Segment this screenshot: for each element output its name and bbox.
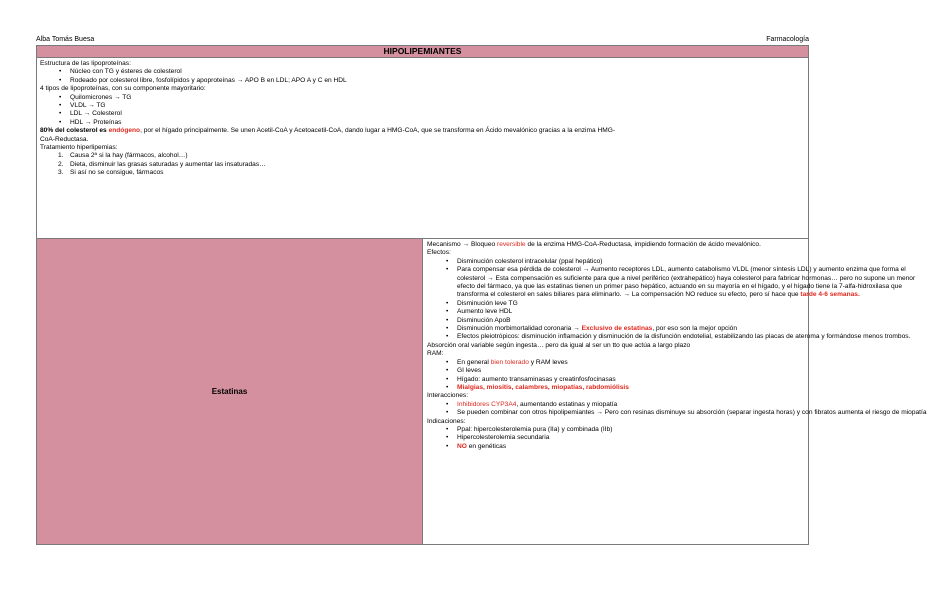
list-item: • Efectos pleiotrópicos: disminución inflamación y disminución de la disfunción endotelial, estabilizando las placas de ateroma y formándose menos trombos.: [427, 333, 804, 341]
list-item: • Para compensar esa pérdida de colesterol → Aumento receptores LDL, aumento catabolismo VLDL (menor síntesis LDL) y aumento enzima que forma el: [427, 266, 804, 274]
list-item: • Se pueden combinar con otros hipolipemiantes → Pero con resinas disminuye su absorción (separar ingesta horas) y con fibratos aumenta el riesgo de miopatía: [427, 409, 804, 417]
list-item-cont: colesterol → Esta compensación es suficiente para que a nivel periférico (extrahepático) haya colesterol para fabricar hormonas… pero no supone un menor: [457, 274, 916, 282]
interactions-heading: Interacciones:: [427, 392, 469, 400]
list-item-cont: transforma el colesterol en sales biliares para eliminarlo. → La compensación NO reduce su efecto, pero sí hace que tarde 4-6 semanas.: [457, 291, 860, 299]
types-heading: 4 tipos de lipoproteínas, con su componente mayoritario:: [40, 85, 206, 93]
list-item: • Hipercolesterolemia secundaria: [427, 434, 804, 442]
list-item: • Inhibidores CYP3A4, aumentando estatinas y miopatía: [427, 401, 804, 409]
page-title: HIPOLIPEMIANTES: [37, 46, 809, 58]
subject-name: Farmacología: [766, 36, 809, 43]
list-item: • Hígado: aumento transaminasas y creatinfosfocinasas: [427, 376, 804, 384]
statins-content: [423, 239, 927, 545]
absorption: Absorción oral variable según ingesta… pero da igual al ser un tto que actúa a largo plazo: [427, 341, 691, 349]
effects-heading: Efectos:: [427, 249, 451, 257]
list-item: • LDL → Colesterol: [40, 110, 805, 118]
list-item: • NO en genéticas: [427, 443, 804, 451]
structure-heading: Estructura de las lipoproteínas:: [40, 60, 131, 67]
indications-heading: Indicaciones:: [427, 417, 466, 425]
author-name: Alba Tomás Buesa: [36, 36, 95, 43]
mechanism: Mecanismo → Bloqueo reversible de la enzima HMG-CoA-Reductasa, impidiendo formación de ácido mevalónico.: [427, 241, 761, 248]
list-item: • Ppal: hipercolesterolemia pura (IIa) y combinada (IIb): [427, 426, 804, 434]
notes-table: [36, 45, 927, 545]
endogen-bold: 80% del colesterol es: [40, 127, 107, 135]
list-item: • En general bien tolerado y RAM leves: [427, 359, 804, 367]
list-item: • Disminución colesterol intracelular (ppal hepático): [427, 258, 804, 266]
list-item-cont: efecto del fármaco, ya que las estatinas tienen un primer paso hepático, actuando en su mayoría en el hígado, y el hígado tiene la 7-alfa-hidroxilasa que: [457, 283, 902, 291]
statins-label: Estatinas: [37, 239, 423, 545]
list-item: • Mialgias, miositis, calambres, miopatías, rabdomiólisis: [427, 384, 804, 392]
list-item: 1. Causa 2ª si la hay (fármacos, alcohol…): [58, 152, 188, 160]
ram-heading: RAM:: [427, 350, 444, 358]
endogen-paragraph-cont: CoA-Reductasa.: [40, 135, 89, 143]
list-item: • Disminución morbimortalidad coronaria → Exclusivo de estatinas, por eso son la mejor opción: [427, 325, 804, 333]
list-item: 2. Dieta, disminuir las grasas saturadas y aumentar las insaturadas…: [58, 160, 266, 168]
list-item: • Disminución ApoB: [427, 317, 804, 325]
intro-section: [37, 58, 809, 239]
list-item: • Rodeado por colesterol libre, fosfolípidos y apoproteínas → APO B en LDL; APO A y C en HDL: [40, 77, 805, 85]
endogen-rest: , por el hígado principalmente. Se unen Acetil-CoA y Acetoacetil-CoA, dando lugar a HMG-CoA, que se transforma en Ácido mevalónico gracias a la enzima HMG-: [140, 127, 616, 135]
list-item: • GI leves: [427, 367, 804, 375]
list-item: • Disminución leve TG: [427, 300, 804, 308]
treatment-heading: Tratamiento hiperlipemias:: [40, 144, 118, 152]
endogen-red: endógeno: [108, 127, 141, 135]
list-item: • Quilomicrones → TG: [40, 94, 805, 102]
endogen-paragraph: [40, 127, 805, 135]
list-item: • Aumento leve HDL: [427, 308, 804, 316]
list-item: • Núcleo con TG y ésteres de colesterol: [40, 68, 805, 76]
list-item: • HDL → Proteínas: [40, 119, 805, 127]
list-item: 3. Si así no se consigue, fármacos: [58, 169, 164, 177]
list-item: • VLDL → TG: [40, 102, 805, 110]
